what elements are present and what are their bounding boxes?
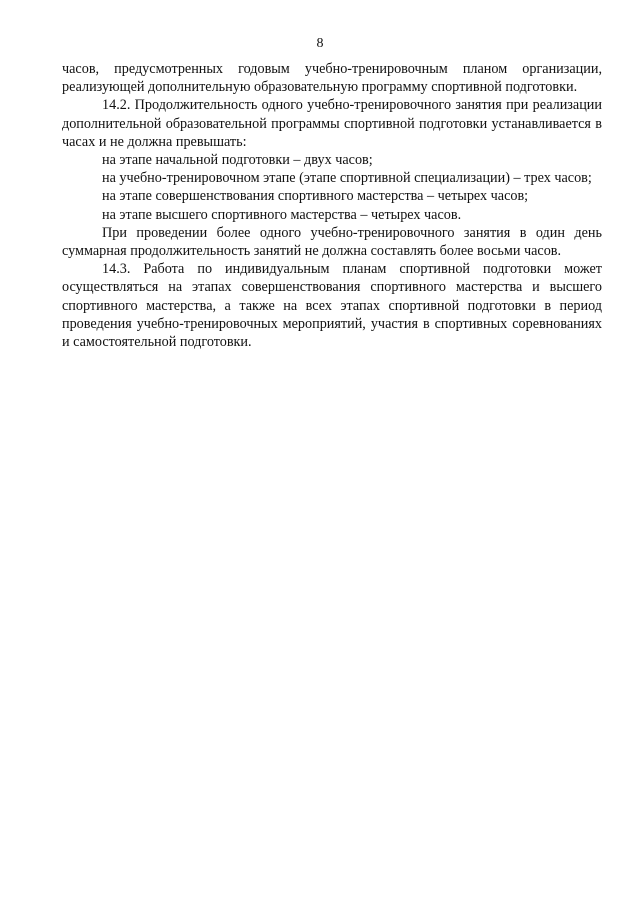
paragraph-continuation: часов, предусмотренных годовым учебно-тренировочным планом организации, реализующей дополнительную образовательную программу спортивной подготовки. <box>62 61 602 96</box>
list-item-training-stage: на учебно-тренировочном этапе (этапе спортивной специализации) – трех часов; <box>102 170 592 187</box>
paragraph-daily-limit: При проведении более одного учебно-тренировочного занятия в один день суммарная продолжительность занятий не должна составлять более восьми часов. <box>62 224 602 260</box>
document-body <box>62 60 602 351</box>
paragraph-14-3: 14.3. Работа по индивидуальным планам спортивной подготовки может осуществляться на этапах совершенствования спортивного мастерства и высшего спортивного мастерства, а также на всех этапах спортивной подготовки в период проведения учебно-тренировочных мероприятий, участия в спортивных соревнованиях и самостоятельной подготовки. <box>62 261 602 351</box>
list-item-highest-stage: на этапе высшего спортивного мастерства – четырех часов. <box>102 206 462 223</box>
list-item-initial-stage: на этапе начальной подготовки – двух часов; <box>102 152 373 169</box>
list-item-improvement-stage: на этапе совершенствования спортивного мастерства – четырех часов; <box>102 188 529 205</box>
paragraph-14-2: 14.2. Продолжительность одного учебно-тренировочного занятия при реализации дополнительной образовательной программы спортивной подготовки устанавливается в часах и не должна превышать: <box>62 97 602 150</box>
page-number: 8 <box>316 36 324 51</box>
